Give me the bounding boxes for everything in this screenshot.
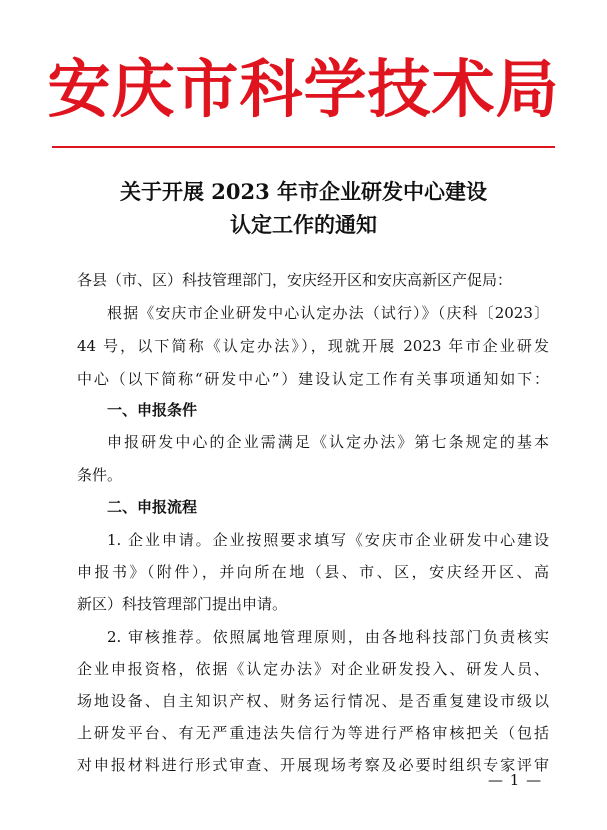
process-item-1-line-3: 新区）科技管理部门提出申请。 [77, 595, 288, 613]
process-item-2-line-2: 企业申报资格，依据《认定办法》对企业研发投入、研发人员、 [77, 660, 549, 678]
process-item-2-line-1: 2. 审核推荐。依照属地管理原则，由各地科技部门负责核实 [107, 628, 549, 646]
page-number: — 1 — [488, 771, 543, 789]
process-item-2-line-3: 场地设备、自主知识产权、财务运行情况、是否重复建设市级以 [77, 692, 549, 710]
process-item-2-line-4: 上研发平台、有无严重违法失信行为等进行严格审核把关（包括 [77, 724, 549, 742]
intro-line-1: 根据《安庆市企业研发中心认定办法（试行）》（庆科〔2023〕 [107, 304, 549, 322]
salutation: 各县（市、区）科技管理部门，安庆经开区和安庆高新区产促局： [77, 271, 513, 289]
process-item-2-line-5: 对申报材料进行形式审查、开展现场考察及必要时组织专家评审 [77, 756, 549, 774]
requirements-line-1: 申报研发中心的企业需满足《认定办法》第七条规定的基本 [107, 433, 549, 451]
section-heading-requirements: 一、申报条件 [107, 401, 198, 419]
red-divider-line [52, 146, 555, 148]
process-item-1-line-2: 申报书》（附件），并向所在地（县、市、区，安庆经开区、高 [77, 563, 549, 581]
process-item-1-line-1: 1. 企业申请。企业按照要求填写《安庆市企业研发中心建设 [107, 531, 549, 549]
document-title-line-1: 关于开展 2023 年市企业研发中心建设 [119, 179, 488, 204]
agency-header: 安庆市科学技术局 [47, 52, 560, 126]
section-heading-process: 二、申报流程 [107, 498, 198, 516]
intro-line-2: 44 号，以下简称《认定办法》），现就开展 2023 年市企业研发 [77, 337, 549, 355]
document-title-line-2: 认定工作的通知 [230, 212, 377, 237]
intro-line-3: 中心（以下简称“研发中心”）建设认定工作有关事项通知如下： [77, 370, 549, 388]
requirements-line-2: 条件。 [77, 466, 123, 484]
